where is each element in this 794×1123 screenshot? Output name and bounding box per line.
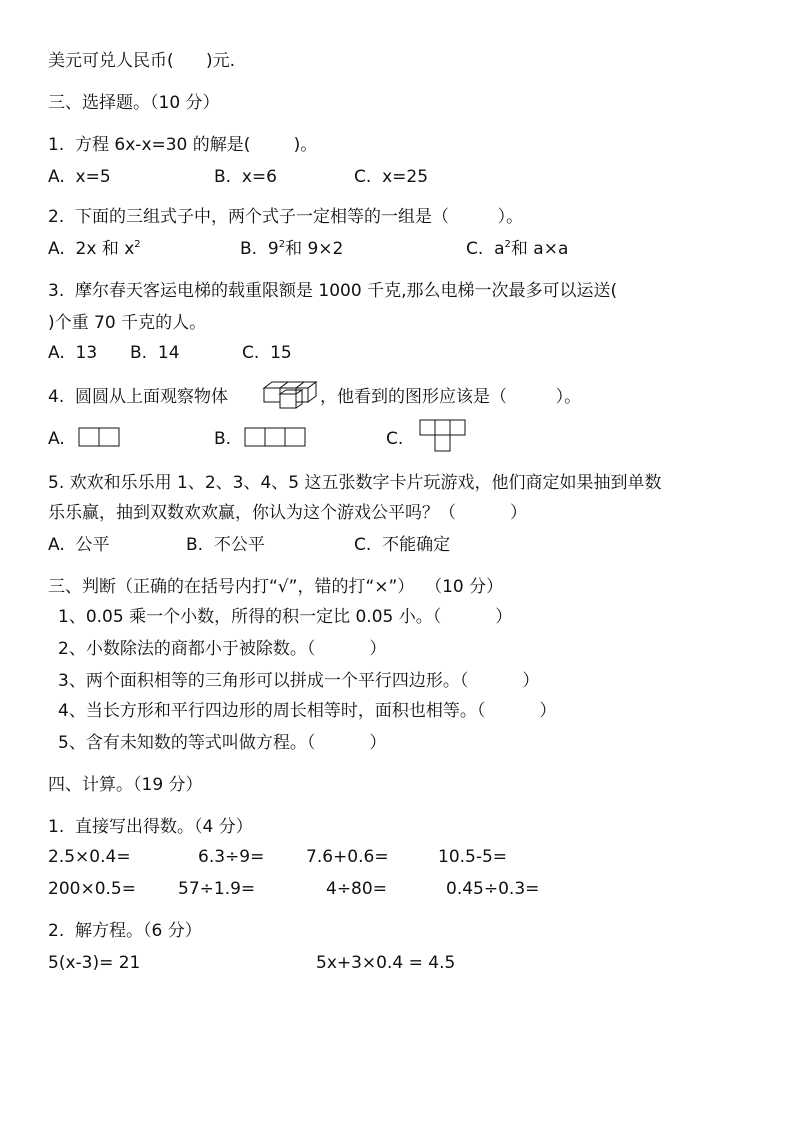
choice-q1-option-c: C. x=25: [354, 167, 429, 187]
choice-q1-text: 1. 方程 6x-x=30 的解是( )。: [48, 135, 318, 155]
choice-q3-option-b: B. 14: [130, 343, 180, 363]
calc-expression: 200×0.5=: [48, 879, 136, 899]
choice-q5-option-a: A. 公平: [48, 535, 110, 555]
calc-expression: 6.3÷9=: [198, 847, 265, 867]
section-heading-judge: 三、判断（正确的在括号内打“√”，错的打“×”） （10 分）: [48, 577, 504, 597]
stacked-cubes-figure: [258, 380, 318, 410]
judge-item-1: 1、0.05 乘一个小数，所得的积一定比 0.05 小。（ ）: [58, 607, 513, 627]
equation-2: 5x+3×0.4 = 4.5: [316, 953, 456, 973]
choice-q2-option-b: B. $9^2$和 9×2: [240, 239, 344, 259]
calc-expression: 4÷80=: [326, 879, 387, 899]
previous-question-tail: 美元可兑人民币( )元.: [48, 51, 236, 71]
calc-q2-title: 2. 解方程。（6 分）: [48, 921, 202, 941]
judge-item-2: 2、小数除法的商都小于被除数。（ ）: [58, 639, 387, 659]
choice-q2-text: 2. 下面的三组式子中，两个式子一定相等的一组是（ ）。: [48, 207, 524, 227]
choice-q2-option-a: A. 2x 和 $x^2$: [48, 239, 141, 259]
choice-q1-option-a: A. x=5: [48, 167, 111, 187]
judge-item-5: 5、含有未知数的等式叫做方程。（ ）: [58, 733, 387, 753]
choice-q3-option-a: A. 13: [48, 343, 98, 363]
choice-q5-text-line2: 乐乐赢，抽到双数欢欢赢，你认为这个游戏公平吗？（ ）: [48, 503, 528, 523]
judge-item-4: 4、当长方形和平行四边形的周长相等时，面积也相等。（ ）: [58, 701, 557, 721]
judge-item-3: 3、两个面积相等的三角形可以拼成一个平行四边形。（ ）: [58, 671, 540, 691]
section-heading-calc: 四、计算。（19 分）: [48, 775, 203, 795]
choice-q3-option-c: C. 15: [242, 343, 292, 363]
choice-q3-text-line1: 3. 摩尔春天客运电梯的载重限额是 1000 千克,那么电梯一次最多可以运送(: [48, 281, 618, 301]
l-shape-squares-figure: [418, 418, 468, 454]
choice-q4-option-b-label: B.: [214, 429, 232, 449]
calc-expression: 2.5×0.4=: [48, 847, 131, 867]
calc-q1-title: 1. 直接写出得数。（4 分）: [48, 817, 253, 837]
choice-q5-text-line1: 5. 欢欢和乐乐用 1、2、3、4、5 这五张数字卡片玩游戏，他们商定如果抽到单数: [48, 473, 662, 493]
choice-q4-option-a-label: A.: [48, 429, 65, 449]
choice-q4-text-post: ，他看到的图形应该是（ ）。: [320, 387, 582, 407]
three-squares-figure: [244, 426, 308, 448]
calc-expression: 10.5-5=: [438, 847, 508, 867]
choice-q3-text-line2: )个重 70 千克的人。: [48, 313, 207, 333]
two-squares-figure: [78, 426, 122, 448]
choice-q5-option-b: B. 不公平: [186, 535, 265, 555]
calc-expression: 7.6+0.6=: [306, 847, 389, 867]
choice-q4-text-pre: 4. 圆圆从上面观察物体: [48, 387, 229, 407]
choice-q1-option-b: B. x=6: [214, 167, 277, 187]
choice-q5-option-c: C. 不能确定: [354, 535, 451, 555]
calc-expression: 57÷1.9=: [178, 879, 256, 899]
calc-expression: 0.45÷0.3=: [446, 879, 540, 899]
equation-1: 5(x-3)= 21: [48, 953, 141, 973]
choice-q2-option-c: C. $a^2$和 a×a: [466, 239, 569, 259]
choice-q4-option-c-label: C.: [386, 429, 404, 449]
section-heading-choice: 三、选择题。（10 分）: [48, 93, 220, 113]
